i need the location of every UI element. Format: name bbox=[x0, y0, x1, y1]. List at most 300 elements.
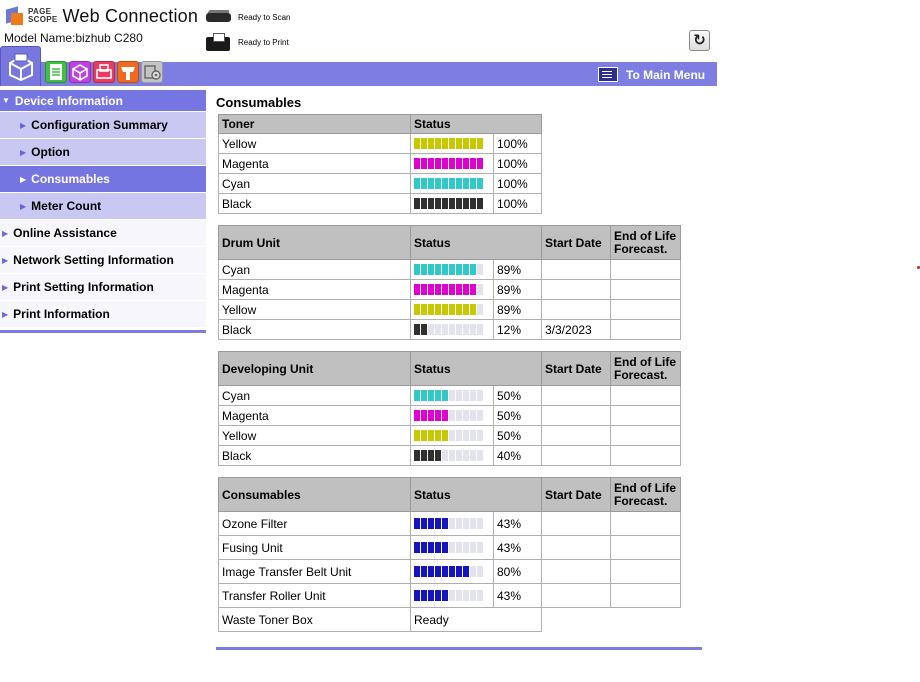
end-of-life bbox=[611, 536, 681, 560]
level-segment-empty bbox=[449, 590, 455, 601]
sidebar-item-label: Option bbox=[31, 145, 70, 159]
column-header: Drum Unit bbox=[219, 226, 411, 260]
level-segment-empty bbox=[442, 450, 448, 461]
level-segment-empty bbox=[470, 450, 476, 461]
table-row bbox=[219, 260, 681, 280]
level-segment-filled bbox=[456, 158, 462, 169]
level-segment-filled bbox=[477, 138, 483, 149]
level-segment-filled bbox=[435, 566, 441, 577]
sidebar-item-print-information[interactable] bbox=[0, 301, 206, 328]
level-segment-filled bbox=[421, 198, 427, 209]
sidebar-item-meter-count[interactable] bbox=[0, 193, 206, 220]
level-segment-filled bbox=[442, 566, 448, 577]
level-segment-empty bbox=[463, 542, 469, 553]
level-segment-filled bbox=[435, 518, 441, 529]
item-name: Magenta bbox=[219, 280, 411, 300]
end-of-life bbox=[611, 426, 681, 446]
level-segment-filled bbox=[449, 566, 455, 577]
level-segment-filled bbox=[414, 590, 420, 601]
table-row bbox=[219, 608, 681, 632]
level-segment-filled bbox=[449, 284, 455, 295]
print-job-icon bbox=[95, 63, 113, 81]
level-segment-filled bbox=[428, 304, 434, 315]
level-segment-filled bbox=[428, 590, 434, 601]
level-segment-filled bbox=[435, 450, 441, 461]
end-of-life bbox=[611, 584, 681, 608]
level-segment-filled bbox=[463, 198, 469, 209]
end-of-life bbox=[611, 386, 681, 406]
level-segment-filled bbox=[463, 284, 469, 295]
level-segment-filled bbox=[428, 158, 434, 169]
level-segment-empty bbox=[449, 518, 455, 529]
level-segment-empty bbox=[449, 324, 455, 335]
level-segment-filled bbox=[421, 390, 427, 401]
level-segment-filled bbox=[428, 138, 434, 149]
main-menu-icon bbox=[598, 67, 618, 82]
print-status-text: Ready to Print bbox=[238, 37, 289, 47]
content-divider bbox=[216, 647, 702, 650]
level-segment-filled bbox=[435, 390, 441, 401]
level-segment-filled bbox=[428, 410, 434, 421]
start-date bbox=[542, 300, 611, 320]
sidebar-item-option[interactable] bbox=[0, 139, 206, 166]
item-name: Waste Toner Box bbox=[219, 608, 411, 632]
level-percent: 100% bbox=[494, 134, 542, 154]
level-segment-empty bbox=[463, 450, 469, 461]
level-segment-filled bbox=[456, 304, 462, 315]
level-percent: 100% bbox=[494, 194, 542, 214]
start-date bbox=[542, 426, 611, 446]
level-segment-empty bbox=[456, 430, 462, 441]
level-segment-filled bbox=[449, 158, 455, 169]
printer-home-icon bbox=[6, 53, 36, 81]
table-row bbox=[219, 280, 681, 300]
level-segment-filled bbox=[435, 178, 441, 189]
level-percent: 43% bbox=[494, 584, 542, 608]
level-percent: 100% bbox=[494, 154, 542, 174]
drum-unit-table bbox=[218, 225, 681, 340]
level-segment-filled bbox=[456, 198, 462, 209]
level-bar bbox=[414, 390, 490, 401]
item-name: Cyan bbox=[219, 174, 411, 194]
level-segment-filled bbox=[463, 264, 469, 275]
level-segment-filled bbox=[421, 178, 427, 189]
level-segment-empty bbox=[477, 518, 483, 529]
level-segment-filled bbox=[421, 450, 427, 461]
level-segment-filled bbox=[421, 264, 427, 275]
item-name: Yellow bbox=[219, 134, 411, 154]
level-bar bbox=[414, 430, 490, 441]
level-segment-filled bbox=[463, 178, 469, 189]
level-segment-empty bbox=[477, 450, 483, 461]
scan-status-text: Ready to Scan bbox=[238, 12, 291, 22]
level-segment-filled bbox=[421, 138, 427, 149]
level-segment-empty bbox=[477, 264, 483, 275]
table-row bbox=[219, 426, 681, 446]
level-segment-filled bbox=[414, 158, 420, 169]
table-row bbox=[219, 386, 681, 406]
level-segment-empty bbox=[449, 390, 455, 401]
level-segment-filled bbox=[435, 590, 441, 601]
store-icon bbox=[119, 63, 137, 81]
level-segment-filled bbox=[442, 590, 448, 601]
level-segment-filled bbox=[470, 198, 476, 209]
tab-box[interactable] bbox=[69, 61, 91, 83]
level-segment-filled bbox=[428, 284, 434, 295]
tab-settings[interactable] bbox=[141, 61, 163, 83]
level-segment-filled bbox=[456, 264, 462, 275]
level-segment-filled bbox=[463, 158, 469, 169]
table-row bbox=[219, 406, 681, 426]
level-segment-filled bbox=[456, 566, 462, 577]
level-segment-empty bbox=[463, 324, 469, 335]
level-segment-empty bbox=[477, 566, 483, 577]
level-segment-filled bbox=[414, 264, 420, 275]
triangle-right-icon: ▶ bbox=[20, 174, 27, 184]
level-bar bbox=[414, 138, 490, 149]
level-segment-filled bbox=[442, 284, 448, 295]
sidebar-item-label: Print Information bbox=[13, 307, 110, 321]
settings-icon bbox=[143, 63, 161, 81]
level-bar bbox=[414, 324, 490, 335]
start-date bbox=[542, 560, 611, 584]
table-row bbox=[219, 584, 681, 608]
level-segment-filled bbox=[414, 518, 420, 529]
column-header: Toner bbox=[219, 115, 411, 134]
level-percent: 50% bbox=[494, 386, 542, 406]
level-percent: 40% bbox=[494, 446, 542, 466]
refresh-button[interactable] bbox=[689, 30, 710, 51]
refresh-icon: ↻ bbox=[693, 32, 706, 49]
level-percent: 43% bbox=[494, 536, 542, 560]
level-segment-filled bbox=[442, 390, 448, 401]
start-date bbox=[542, 280, 611, 300]
level-segment-filled bbox=[421, 158, 427, 169]
table-row bbox=[219, 446, 681, 466]
level-segment-filled bbox=[421, 518, 427, 529]
level-segment-empty bbox=[463, 390, 469, 401]
level-segment-empty bbox=[449, 410, 455, 421]
scan-status bbox=[205, 8, 290, 26]
level-segment-filled bbox=[456, 178, 462, 189]
start-date bbox=[542, 260, 611, 280]
level-segment-filled bbox=[463, 304, 469, 315]
level-segment-filled bbox=[421, 410, 427, 421]
level-segment-filled bbox=[442, 542, 448, 553]
level-segment-filled bbox=[442, 198, 448, 209]
level-segment-filled bbox=[435, 284, 441, 295]
column-header: Developing Unit bbox=[219, 352, 411, 386]
level-segment-filled bbox=[456, 284, 462, 295]
level-segment-empty bbox=[463, 410, 469, 421]
level-segment-empty bbox=[477, 430, 483, 441]
end-of-life bbox=[611, 406, 681, 426]
level-segment-filled bbox=[435, 138, 441, 149]
level-segment-empty bbox=[470, 390, 476, 401]
level-segment-filled bbox=[414, 304, 420, 315]
level-segment-filled bbox=[449, 138, 455, 149]
level-bar bbox=[414, 158, 490, 169]
end-of-life bbox=[611, 446, 681, 466]
start-date bbox=[542, 536, 611, 560]
level-segment-filled bbox=[428, 542, 434, 553]
level-segment-empty bbox=[470, 518, 476, 529]
level-bar bbox=[414, 264, 490, 275]
level-segment-filled bbox=[428, 518, 434, 529]
level-percent: 43% bbox=[494, 512, 542, 536]
level-percent: 50% bbox=[494, 406, 542, 426]
level-segment-filled bbox=[414, 542, 420, 553]
level-segment-filled bbox=[435, 304, 441, 315]
main-menu-label: To Main Menu bbox=[626, 67, 706, 82]
level-segment-empty bbox=[463, 430, 469, 441]
level-bar bbox=[414, 178, 490, 189]
level-percent: 89% bbox=[494, 260, 542, 280]
level-segment-empty bbox=[470, 566, 476, 577]
column-header: End of Life Forecast. bbox=[611, 478, 681, 512]
item-name: Transfer Roller Unit bbox=[219, 584, 411, 608]
main-menu-link[interactable] bbox=[598, 66, 705, 83]
level-segment-filled bbox=[414, 430, 420, 441]
level-segment-filled bbox=[477, 198, 483, 209]
start-date bbox=[542, 406, 611, 426]
level-segment-filled bbox=[421, 284, 427, 295]
level-segment-filled bbox=[442, 304, 448, 315]
triangle-right-icon: ▶ bbox=[20, 120, 27, 130]
level-segment-empty bbox=[477, 410, 483, 421]
level-segment-filled bbox=[470, 178, 476, 189]
level-segment-empty bbox=[449, 542, 455, 553]
level-segment-filled bbox=[470, 138, 476, 149]
level-segment-filled bbox=[442, 158, 448, 169]
level-segment-filled bbox=[435, 430, 441, 441]
level-segment-empty bbox=[449, 450, 455, 461]
print-status bbox=[205, 33, 289, 51]
level-segment-empty bbox=[470, 590, 476, 601]
level-bar bbox=[414, 410, 490, 421]
level-segment-filled bbox=[428, 264, 434, 275]
item-name: Black bbox=[219, 446, 411, 466]
table-row bbox=[219, 154, 542, 174]
column-header: Status bbox=[411, 226, 542, 260]
triangle-right-icon: ▶ bbox=[2, 228, 9, 238]
level-segment-filled bbox=[463, 566, 469, 577]
sidebar-item-configuration-summary[interactable] bbox=[0, 112, 206, 139]
status-text: Ready bbox=[411, 608, 542, 632]
end-of-life bbox=[611, 280, 681, 300]
level-bar bbox=[414, 566, 490, 577]
column-header: End of Life Forecast. bbox=[611, 352, 681, 386]
level-segment-filled bbox=[414, 410, 420, 421]
sidebar-item-online-assistance[interactable] bbox=[0, 220, 206, 247]
level-segment-filled bbox=[442, 410, 448, 421]
level-segment-empty bbox=[463, 590, 469, 601]
end-of-life bbox=[611, 512, 681, 536]
sidebar-item-label: Meter Count bbox=[31, 199, 102, 213]
triangle-right-icon: ▶ bbox=[2, 282, 9, 292]
triangle-right-icon: ▶ bbox=[20, 201, 27, 211]
column-header: Status bbox=[411, 352, 542, 386]
level-bar bbox=[414, 542, 490, 553]
item-name: Yellow bbox=[219, 426, 411, 446]
sidebar-item-label: Device Information bbox=[14, 93, 123, 108]
sidebar-item-device-information[interactable] bbox=[0, 90, 206, 112]
start-date: 3/3/2023 bbox=[542, 320, 611, 340]
level-segment-filled bbox=[421, 304, 427, 315]
level-segment-empty bbox=[456, 324, 462, 335]
model-name: Model Name:bizhub C280 bbox=[4, 31, 143, 45]
page-title: Consumables bbox=[216, 95, 302, 110]
end-of-life bbox=[611, 560, 681, 584]
level-segment-filled bbox=[414, 324, 420, 335]
item-name: Magenta bbox=[219, 154, 411, 174]
toner-table bbox=[218, 114, 542, 214]
level-segment-filled bbox=[414, 284, 420, 295]
logo-scope-text: SCOPE bbox=[28, 15, 58, 24]
level-segment-filled bbox=[435, 542, 441, 553]
level-segment-filled bbox=[463, 138, 469, 149]
item-name: Yellow bbox=[219, 300, 411, 320]
level-segment-filled bbox=[470, 264, 476, 275]
sidebar-item-label: Consumables bbox=[31, 172, 110, 186]
column-header: End of Life Forecast. bbox=[611, 226, 681, 260]
item-name: Fusing Unit bbox=[219, 536, 411, 560]
table-row bbox=[219, 320, 681, 340]
level-segment-empty bbox=[477, 390, 483, 401]
printer-icon bbox=[205, 33, 232, 51]
level-segment-filled bbox=[428, 390, 434, 401]
table-row bbox=[219, 134, 542, 154]
level-percent: 80% bbox=[494, 560, 542, 584]
start-date bbox=[542, 446, 611, 466]
level-segment-filled bbox=[442, 430, 448, 441]
end-of-life bbox=[611, 260, 681, 280]
item-name: Black bbox=[219, 320, 411, 340]
triangle-right-icon: ▶ bbox=[20, 147, 27, 157]
level-segment-filled bbox=[477, 178, 483, 189]
level-segment-empty bbox=[477, 590, 483, 601]
item-name: Cyan bbox=[219, 386, 411, 406]
sidebar-item-print-setting-information[interactable] bbox=[0, 274, 206, 301]
level-segment-filled bbox=[421, 590, 427, 601]
developing-unit-table bbox=[218, 351, 681, 466]
level-segment-filled bbox=[477, 158, 483, 169]
tab-print[interactable] bbox=[93, 61, 115, 83]
tab-information[interactable] bbox=[0, 46, 41, 86]
column-header: Consumables bbox=[219, 478, 411, 512]
level-segment-empty bbox=[435, 324, 441, 335]
level-segment-filled bbox=[442, 518, 448, 529]
table-row bbox=[219, 194, 542, 214]
end-of-life bbox=[611, 320, 681, 340]
level-segment-filled bbox=[414, 390, 420, 401]
tab-store-address[interactable] bbox=[117, 61, 139, 83]
triangle-right-icon: ▶ bbox=[2, 309, 9, 319]
level-segment-filled bbox=[435, 264, 441, 275]
sidebar-item-label: Network Setting Information bbox=[13, 253, 174, 267]
level-segment-empty bbox=[442, 324, 448, 335]
table-row bbox=[219, 560, 681, 584]
sidebar-item-label: Configuration Summary bbox=[31, 118, 168, 132]
brand-logo bbox=[4, 4, 198, 28]
level-segment-empty bbox=[477, 284, 483, 295]
level-segment-filled bbox=[456, 138, 462, 149]
level-segment-filled bbox=[421, 430, 427, 441]
level-segment-filled bbox=[428, 430, 434, 441]
level-segment-filled bbox=[442, 178, 448, 189]
level-segment-empty bbox=[456, 390, 462, 401]
app-title: Web Connection bbox=[62, 5, 199, 26]
level-bar bbox=[414, 284, 490, 295]
level-bar bbox=[414, 198, 490, 209]
level-segment-empty bbox=[477, 304, 483, 315]
level-segment-empty bbox=[477, 542, 483, 553]
level-bar bbox=[414, 304, 490, 315]
level-percent: 89% bbox=[494, 300, 542, 320]
level-segment-empty bbox=[477, 324, 483, 335]
level-segment-filled bbox=[414, 198, 420, 209]
level-segment-filled bbox=[428, 450, 434, 461]
level-segment-filled bbox=[428, 178, 434, 189]
level-segment-filled bbox=[414, 178, 420, 189]
sidebar bbox=[0, 90, 206, 333]
document-icon bbox=[48, 63, 64, 81]
level-segment-empty bbox=[470, 542, 476, 553]
level-bar bbox=[414, 590, 490, 601]
level-segment-empty bbox=[456, 410, 462, 421]
item-name: Image Transfer Belt Unit bbox=[219, 560, 411, 584]
level-segment-filled bbox=[435, 410, 441, 421]
box-icon bbox=[71, 63, 89, 81]
level-segment-empty bbox=[449, 430, 455, 441]
level-segment-filled bbox=[449, 178, 455, 189]
level-percent: 50% bbox=[494, 426, 542, 446]
logo-page-text: PAGE bbox=[28, 7, 52, 16]
column-header: Start Date bbox=[542, 226, 611, 260]
other-consumables-table bbox=[218, 477, 681, 632]
table-row bbox=[219, 512, 681, 536]
level-segment-empty bbox=[456, 518, 462, 529]
sidebar-item-label: Print Setting Information bbox=[13, 280, 154, 294]
sidebar-item-network-setting-information[interactable] bbox=[0, 247, 206, 274]
level-segment-filled bbox=[421, 566, 427, 577]
level-segment-filled bbox=[442, 264, 448, 275]
level-segment-filled bbox=[470, 284, 476, 295]
level-segment-filled bbox=[435, 198, 441, 209]
level-segment-filled bbox=[414, 138, 420, 149]
sidebar-item-consumables[interactable] bbox=[0, 166, 206, 193]
table-row bbox=[219, 174, 542, 194]
level-segment-filled bbox=[435, 158, 441, 169]
level-segment-empty bbox=[428, 324, 434, 335]
level-percent: 89% bbox=[494, 280, 542, 300]
triangle-down-icon: ▼ bbox=[2, 96, 10, 105]
table-row bbox=[219, 300, 681, 320]
tab-job[interactable] bbox=[45, 61, 67, 83]
level-segment-filled bbox=[449, 264, 455, 275]
level-bar bbox=[414, 450, 490, 461]
level-segment-filled bbox=[428, 198, 434, 209]
pagescope-logo-icon bbox=[4, 5, 26, 27]
level-percent: 12% bbox=[494, 320, 542, 340]
item-name: Cyan bbox=[219, 260, 411, 280]
level-segment-empty bbox=[470, 410, 476, 421]
level-segment-empty bbox=[470, 324, 476, 335]
triangle-right-icon: ▶ bbox=[2, 255, 9, 265]
item-name: Ozone Filter bbox=[219, 512, 411, 536]
item-name: Black bbox=[219, 194, 411, 214]
level-segment-filled bbox=[470, 158, 476, 169]
